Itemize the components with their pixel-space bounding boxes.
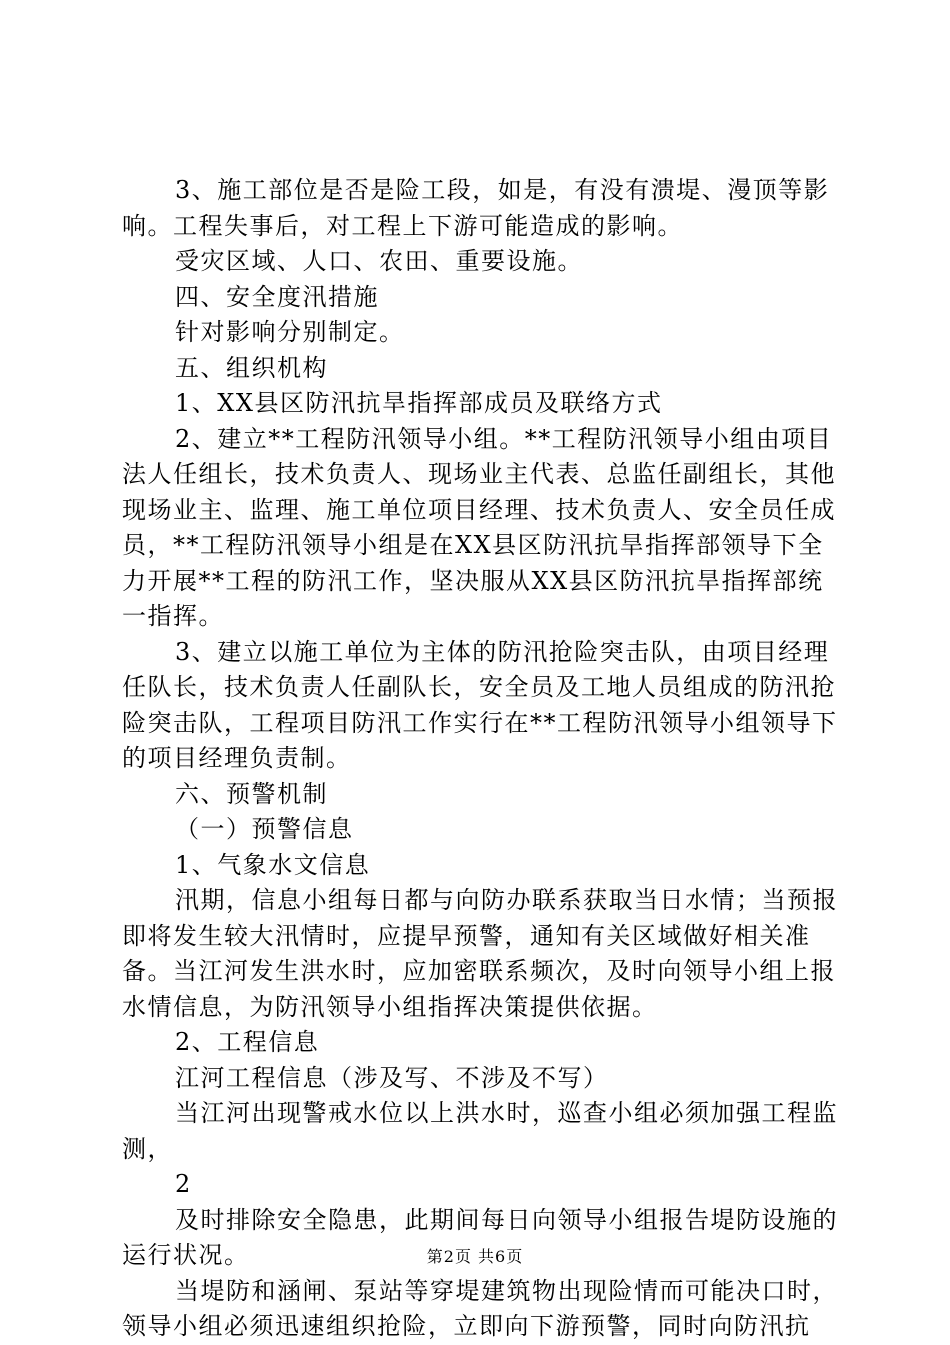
subsection-heading: 2、工程信息 — [175, 1028, 320, 1056]
paragraph: 当江河出现警戒水位以上洪水时，巡查小组必须加强工程监测， — [122, 1099, 838, 1163]
paragraph: 针对影响分别制定。 — [175, 318, 405, 346]
paragraph: 汛期，信息小组每日都与向防办联系获取当日水情；当预报即将发生较大汛情时，应提早预警，通知有关区域做好相关准备。当江河发生洪水时，应加密联系频次，及时向领导小组上报水情信息，为防汛领导小组指挥决策提供依据。 — [122, 886, 838, 1021]
paragraph: 及时排除安全隐患，此期间每日向领导小组报告堤防设施的运行状况。 — [122, 1205, 838, 1269]
page-footer: 第2页 共6页 — [426, 1247, 524, 1266]
paragraph: 受灾区域、人口、农田、重要设施。 — [175, 247, 583, 275]
document-body — [122, 173, 840, 1345]
section-heading: 六、预警机制 — [175, 779, 328, 808]
subsection-heading: 1、气象水文信息 — [175, 850, 371, 879]
section-heading: 五、组织机构 — [175, 353, 328, 382]
paragraph: 当堤防和涵闸、泵站等穿堤建筑物出现险情而可能决口时，领导小组必须迅速组织抢险，立即向下游预警，同时向防汛抗 — [122, 1276, 838, 1340]
subsection-heading: （一）预警信息 — [175, 815, 354, 843]
paragraph: 3、施工部位是否是险工段，如是，有没有溃堤、漫顶等影响。工程失事后，对工程上下游可能造成的影响。 — [122, 176, 830, 240]
paragraph: 2、建立**工程防汛领导小组。**工程防汛领导小组由项目法人任组长，技术负责人、现场业主代表、总监任副组长，其他现场业主、监理、施工单位项目经理、技术负责人、安全员任成员，**工程防汛领导小组是在XX县区防汛抗旱指挥部领导下全力开展**工程的防汛工作，坚决服从XX县区防汛抗旱指挥部统一指挥。 — [122, 424, 836, 630]
paragraph: 3、建立以施工单位为主体的防汛抢险突击队，由项目经理任队长，技术负责人任副队长，安全员及工地人员组成的防汛抢险突击队，工程项目防汛工作实行在**工程防汛领导小组领导下的项目经理负责制。 — [122, 637, 838, 772]
paragraph: 1、XX县区防汛抗旱指挥部成员及联络方式 — [175, 389, 663, 417]
section-heading: 四、安全度汛措施 — [175, 282, 379, 311]
paragraph: 2 — [175, 1170, 192, 1198]
paragraph: 江河工程信息（涉及写、不涉及不写） — [175, 1063, 609, 1092]
